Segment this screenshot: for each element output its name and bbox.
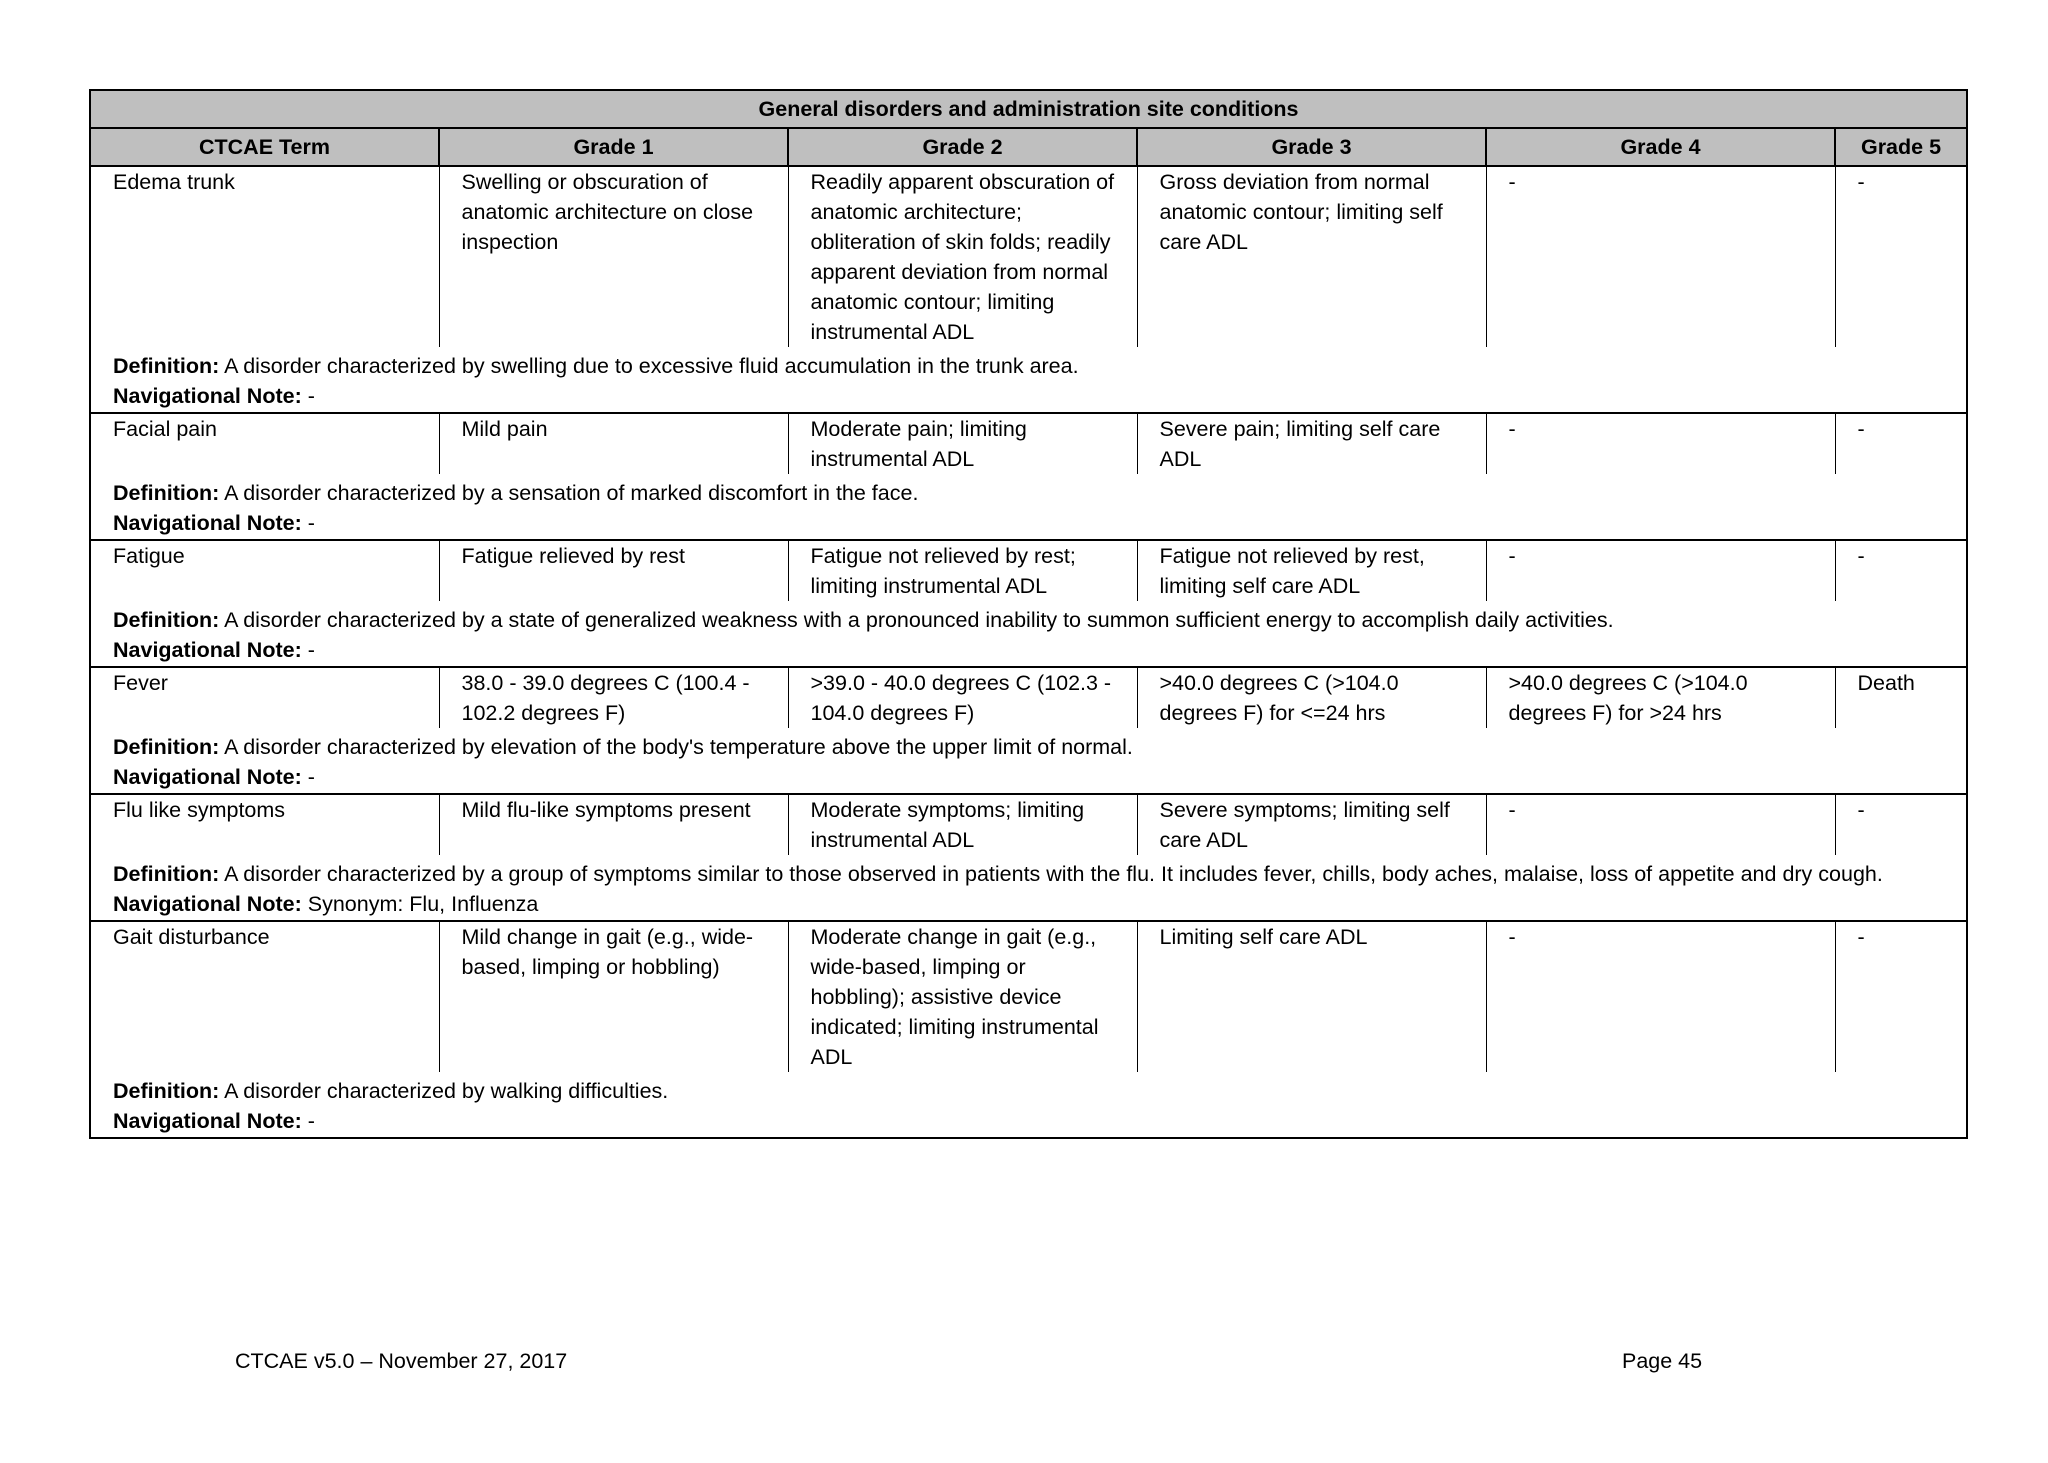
grade-3-cell: Severe symptoms; limiting self care ADL <box>1137 794 1486 855</box>
definition-label: Definition: <box>113 608 220 632</box>
grade-1-cell: Mild flu-like symptoms present <box>439 794 788 855</box>
definition-value: A disorder characterized by a sensation of marked discomfort in the face. <box>224 481 919 505</box>
header-grade-5: Grade 5 <box>1835 128 1967 166</box>
term-block-gait-disturbance <box>90 921 1967 1138</box>
definition-row <box>90 601 1967 635</box>
nav-note-text <box>90 381 1967 413</box>
term-name: Facial pain <box>90 413 439 474</box>
grade-4-cell: - <box>1486 540 1835 601</box>
nav-note-value: - <box>307 511 315 535</box>
ctcae-sheet <box>89 89 1966 1139</box>
nav-note-row <box>90 889 1967 921</box>
grade-2-cell: Fatigue not relieved by rest; limiting instrumental ADL <box>788 540 1137 601</box>
term-block-fatigue <box>90 540 1967 667</box>
grade-2-cell: Moderate pain; limiting instrumental ADL <box>788 413 1137 474</box>
nav-note-row <box>90 1106 1967 1138</box>
header-grade-2: Grade 2 <box>788 128 1137 166</box>
nav-note-label: Navigational Note: <box>113 511 302 535</box>
grade-5-cell: - <box>1835 794 1967 855</box>
grade-4-cell: - <box>1486 921 1835 1072</box>
definition-row <box>90 347 1967 381</box>
nav-note-value: - <box>307 638 315 662</box>
grade-4-cell: - <box>1486 794 1835 855</box>
nav-note-label: Navigational Note: <box>113 384 302 408</box>
nav-note-row <box>90 381 1967 413</box>
definition-value: A disorder characterized by a state of generalized weakness with a pronounced inability to summon sufficient energy to accomplish daily activities. <box>224 608 1614 632</box>
nav-note-label: Navigational Note: <box>113 892 302 916</box>
section-title-row <box>90 90 1967 128</box>
nav-note-row <box>90 635 1967 667</box>
grade-3-cell: Limiting self care ADL <box>1137 921 1486 1072</box>
definition-text <box>90 1072 1967 1106</box>
nav-note-text <box>90 889 1967 921</box>
grade-5-cell: - <box>1835 166 1967 347</box>
definition-label: Definition: <box>113 481 220 505</box>
definition-value: A disorder characterized by a group of symptoms similar to those observed in patients with the flu. It includes fever, chills, body aches, malaise, loss of appetite and dry cough. <box>224 862 1883 886</box>
definition-label: Definition: <box>113 862 220 886</box>
table-row <box>90 413 1967 474</box>
term-name: Fatigue <box>90 540 439 601</box>
grade-3-cell: Gross deviation from normal anatomic contour; limiting self care ADL <box>1137 166 1486 347</box>
column-header-row <box>90 128 1967 166</box>
table-row <box>90 540 1967 601</box>
definition-value: A disorder characterized by swelling due to excessive fluid accumulation in the trunk area. <box>224 354 1079 378</box>
definition-row <box>90 728 1967 762</box>
table-row <box>90 667 1967 728</box>
grade-5-cell: - <box>1835 540 1967 601</box>
definition-label: Definition: <box>113 735 220 759</box>
nav-note-value: - <box>307 1109 315 1133</box>
footer-page-number: Page 45 <box>1622 1349 1703 1373</box>
grade-2-cell: Moderate change in gait (e.g., wide-based, limping or hobbling); assistive device indicated; limiting instrumental ADL <box>788 921 1137 1072</box>
grade-5-cell: - <box>1835 413 1967 474</box>
header-grade-4: Grade 4 <box>1486 128 1835 166</box>
nav-note-value: - <box>307 384 315 408</box>
nav-note-text <box>90 508 1967 540</box>
definition-label: Definition: <box>113 354 220 378</box>
ctcae-table <box>89 89 1968 1139</box>
grade-1-cell: 38.0 - 39.0 degrees C (100.4 - 102.2 degrees F) <box>439 667 788 728</box>
table-row <box>90 166 1967 347</box>
definition-text <box>90 347 1967 381</box>
definition-row <box>90 474 1967 508</box>
definition-text <box>90 855 1967 889</box>
nav-note-row <box>90 762 1967 794</box>
term-block-edema-trunk <box>90 166 1967 413</box>
nav-note-text <box>90 635 1967 667</box>
term-name: Fever <box>90 667 439 728</box>
grade-3-cell: Severe pain; limiting self care ADL <box>1137 413 1486 474</box>
term-block-facial-pain <box>90 413 1967 540</box>
section-title: General disorders and administration site conditions <box>90 90 1967 128</box>
grade-4-cell: - <box>1486 166 1835 347</box>
definition-value: A disorder characterized by elevation of the body's temperature above the upper limit of normal. <box>224 735 1133 759</box>
grade-3-cell: Fatigue not relieved by rest, limiting self care ADL <box>1137 540 1486 601</box>
grade-3-cell: >40.0 degrees C (>104.0 degrees F) for <=24 hrs <box>1137 667 1486 728</box>
header-grade-3: Grade 3 <box>1137 128 1486 166</box>
table-row <box>90 921 1967 1072</box>
grade-1-cell: Mild pain <box>439 413 788 474</box>
grade-4-cell: - <box>1486 413 1835 474</box>
nav-note-label: Navigational Note: <box>113 765 302 789</box>
grade-2-cell: Readily apparent obscuration of anatomic architecture; obliteration of skin folds; readily apparent deviation from normal anatomic contour; limiting instrumental ADL <box>788 166 1137 347</box>
definition-row <box>90 855 1967 889</box>
grade-1-cell: Swelling or obscuration of anatomic architecture on close inspection <box>439 166 788 347</box>
grade-1-cell: Fatigue relieved by rest <box>439 540 788 601</box>
nav-note-text <box>90 762 1967 794</box>
footer-version: CTCAE v5.0 – November 27, 2017 <box>235 1349 568 1373</box>
definition-text <box>90 601 1967 635</box>
nav-note-row <box>90 508 1967 540</box>
grade-5-cell: - <box>1835 921 1967 1072</box>
table-row <box>90 794 1967 855</box>
term-block-flu-like-symptoms <box>90 794 1967 921</box>
definition-label: Definition: <box>113 1079 220 1103</box>
header-grade-1: Grade 1 <box>439 128 788 166</box>
grade-1-cell: Mild change in gait (e.g., wide-based, limping or hobbling) <box>439 921 788 1072</box>
grade-4-cell: >40.0 degrees C (>104.0 degrees F) for >24 hrs <box>1486 667 1835 728</box>
grade-5-cell: Death <box>1835 667 1967 728</box>
definition-value: A disorder characterized by walking difficulties. <box>224 1079 669 1103</box>
definition-row <box>90 1072 1967 1106</box>
term-name: Flu like symptoms <box>90 794 439 855</box>
grade-2-cell: >39.0 - 40.0 degrees C (102.3 - 104.0 degrees F) <box>788 667 1137 728</box>
header-ctcae-term: CTCAE Term <box>90 128 439 166</box>
nav-note-value: Synonym: Flu, Influenza <box>307 892 539 916</box>
term-block-fever <box>90 667 1967 794</box>
term-name: Edema trunk <box>90 166 439 347</box>
term-name: Gait disturbance <box>90 921 439 1072</box>
nav-note-label: Navigational Note: <box>113 638 302 662</box>
definition-text <box>90 474 1967 508</box>
nav-note-text <box>90 1106 1967 1138</box>
definition-text <box>90 728 1967 762</box>
nav-note-label: Navigational Note: <box>113 1109 302 1133</box>
grade-2-cell: Moderate symptoms; limiting instrumental ADL <box>788 794 1137 855</box>
nav-note-value: - <box>307 765 315 789</box>
